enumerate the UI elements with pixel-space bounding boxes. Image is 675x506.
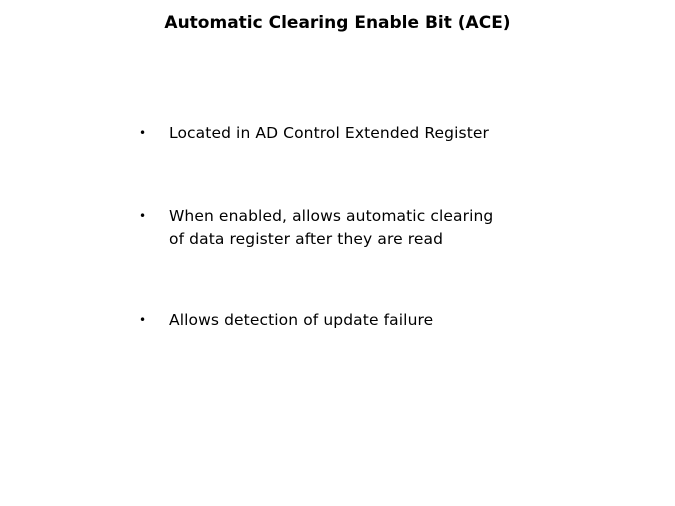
bullet-text-line: Located in AD Control Extended Register xyxy=(169,124,489,142)
bullet-text xyxy=(169,205,559,250)
bullet-text-line: of data register after they are read xyxy=(169,229,444,248)
bullet-dot-icon: • xyxy=(139,126,147,140)
bullet-dot-icon: • xyxy=(139,209,147,223)
bullet-dot-icon: • xyxy=(139,313,147,327)
bullet-text xyxy=(169,309,559,332)
bullet-text xyxy=(169,122,559,145)
bullet-text-line: When enabled, allows automatic clearing xyxy=(169,207,494,225)
slide-title: Automatic Clearing Enable Bit (ACE) xyxy=(164,13,511,33)
bullet-text-line: Allows detection of update failure xyxy=(169,311,434,329)
